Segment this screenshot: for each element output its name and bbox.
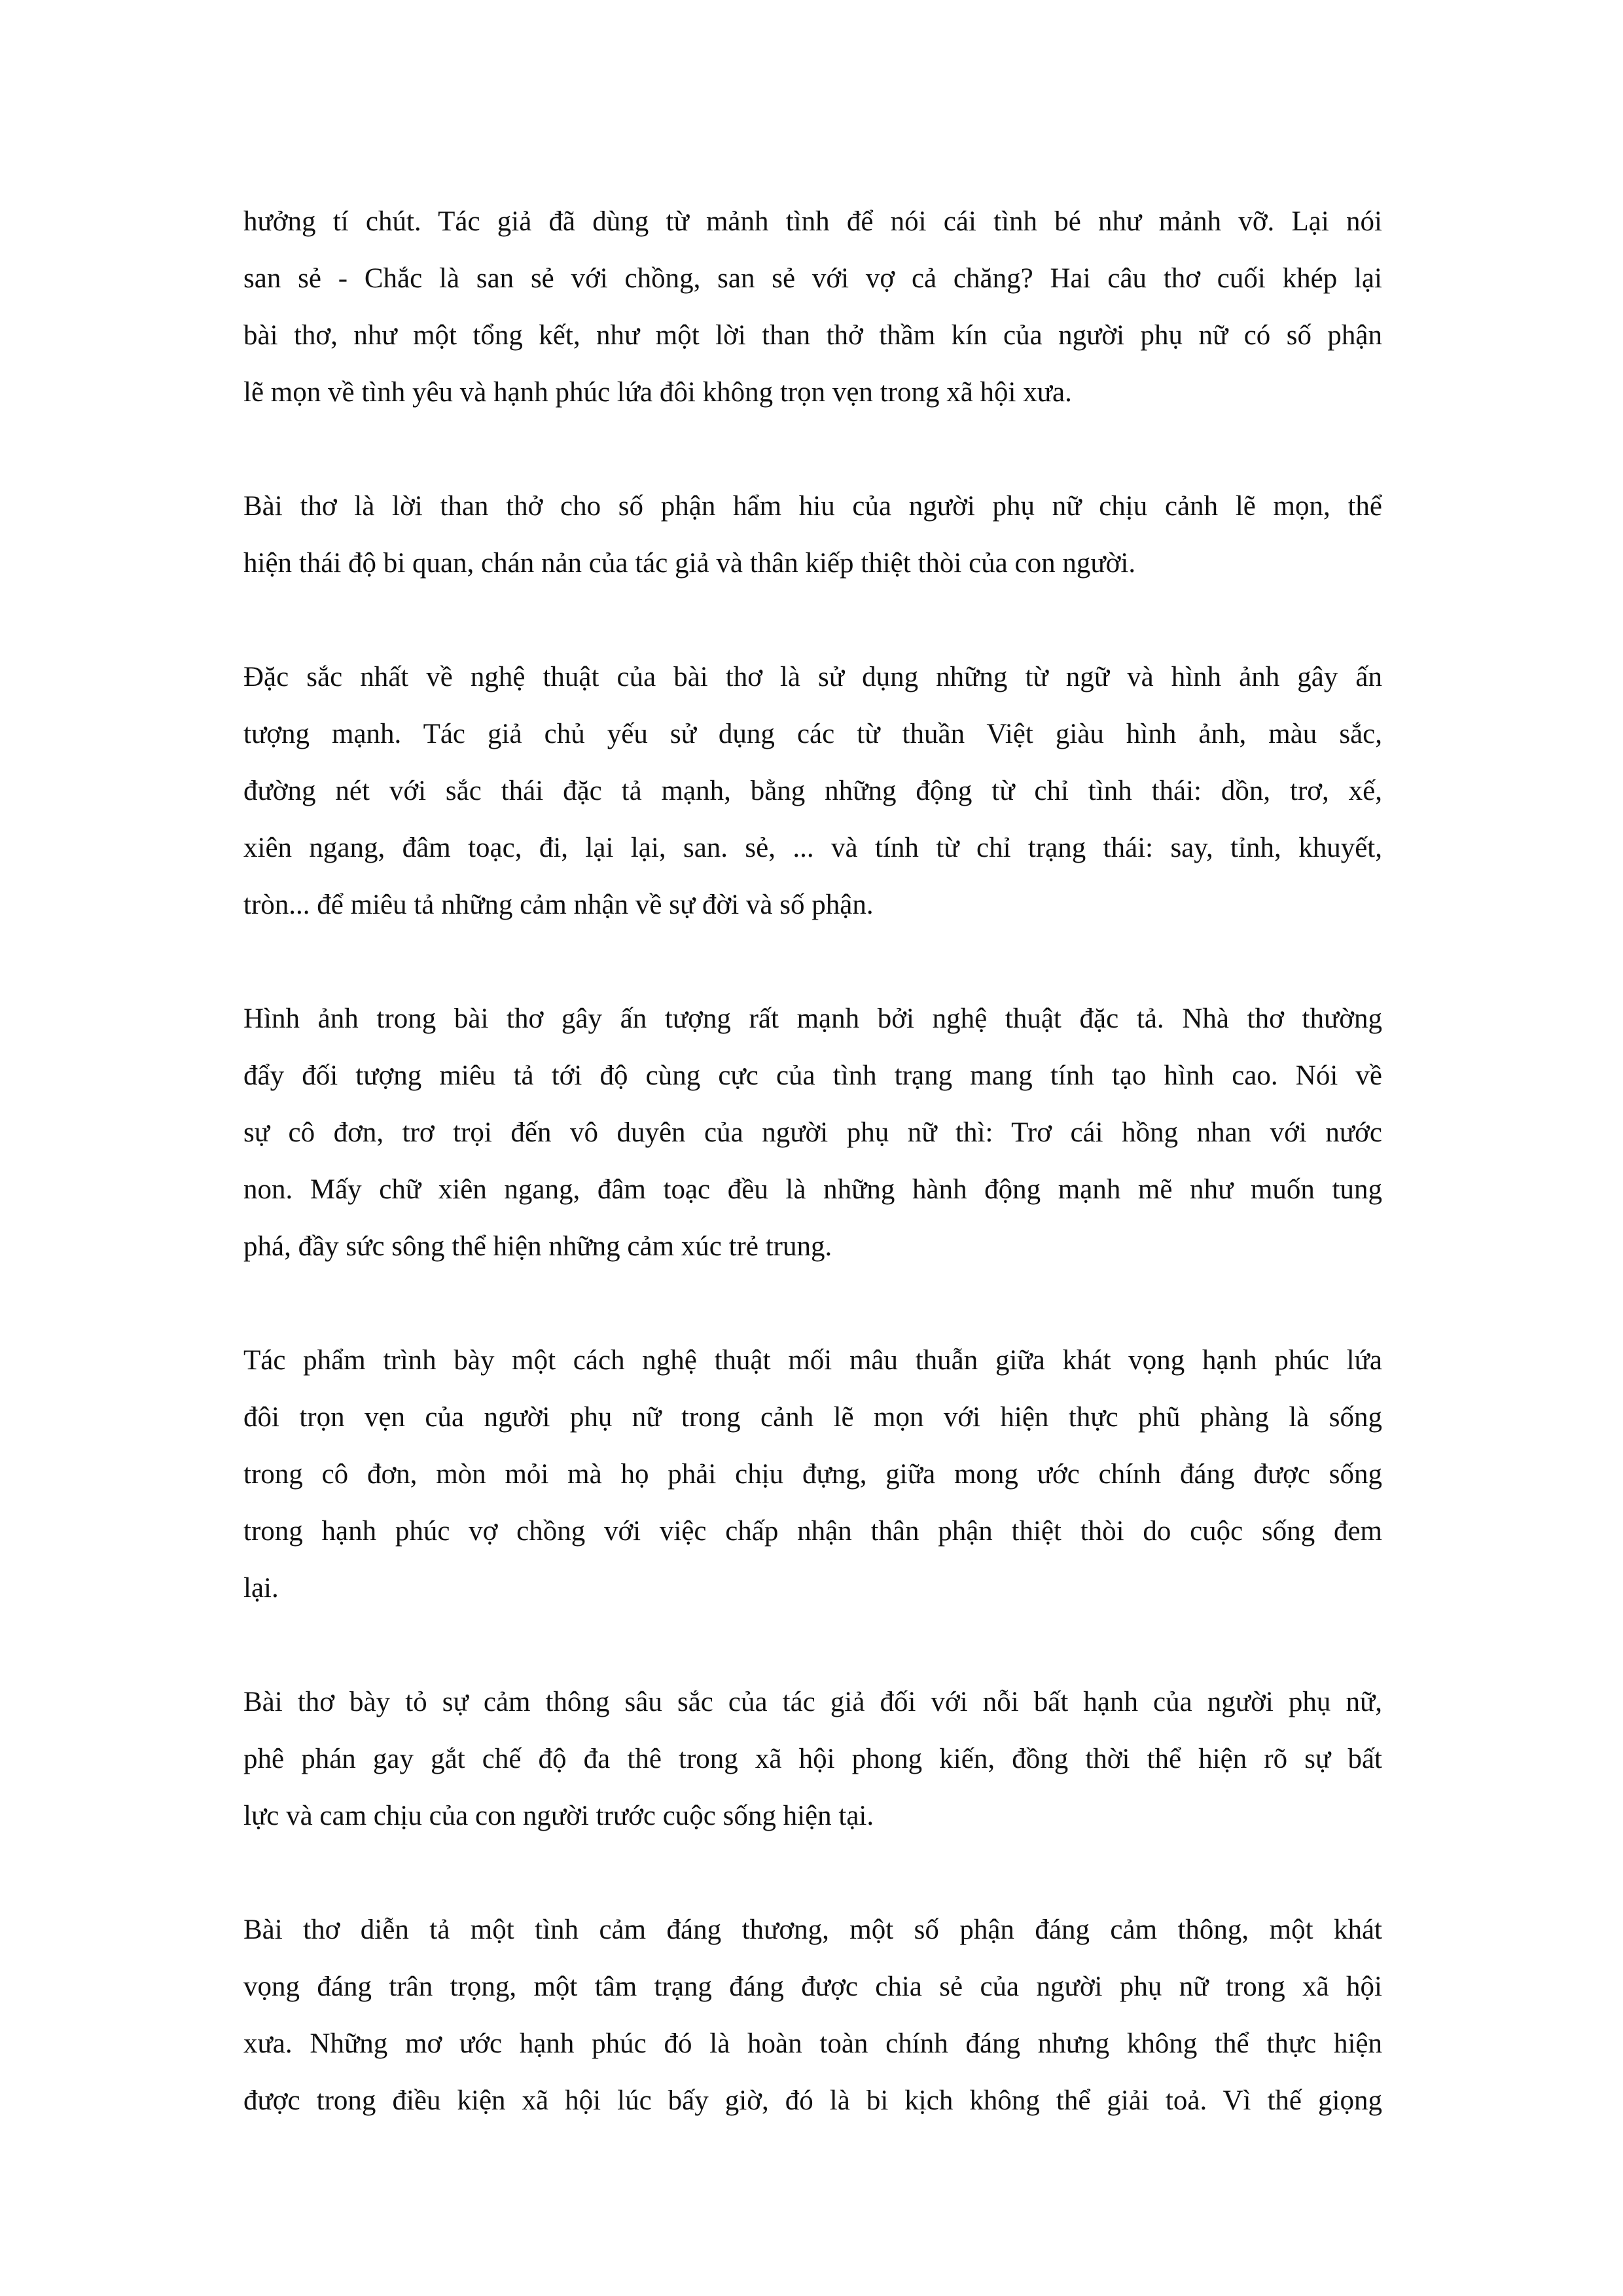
text-line: đẩy đối tượng miêu tả tới độ cùng cực của tình trạng mang tính tạo hình cao. Nói về [243,1060,1382,1091]
text-line: sự cô đơn, trơ trọi đến vô duyên của người phụ nữ thì: Trơ cái hồng nhan với nước [243,1117,1382,1148]
paragraph-3 [243,649,1382,933]
text-line: Bài thơ bày tỏ sự cảm thông sâu sắc của tác giả đối với nỗi bất hạnh của người phụ nữ, [243,1687,1382,1717]
text-line: Đặc sắc nhất về nghệ thuật của bài thơ là sử dụng những từ ngữ và hình ảnh gây ấn [243,662,1382,692]
text-line: phê phán gay gắt chế độ đa thê trong xã hội phong kiến, đồng thời thể hiện rõ sự bất [243,1744,1382,1774]
paragraph-1 [243,193,1382,421]
text-line: hưởng tí chút. Tác giả đã dùng từ mảnh tình để nói cái tình bé như mảnh vỡ. Lại nói [243,206,1382,237]
text-line: xiên ngang, đâm toạc, đi, lại lại, san. sẻ, ... và tính từ chỉ trạng thái: say, tỉnh, khuyết, [243,833,1382,863]
text-line: bài thơ, như một tổng kết, như một lời than thở thầm kín của người phụ nữ có số phận [243,320,1382,351]
text-line: Hình ảnh trong bài thơ gây ấn tượng rất mạnh bởi nghệ thuật đặc tả. Nhà thơ thường [243,1003,1382,1034]
text-line: trong hạnh phúc vợ chồng với việc chấp nhận thân phận thiệt thòi do cuộc sống đem [243,1516,1382,1547]
text-line: Bài thơ là lời than thở cho số phận hẩm hiu của người phụ nữ chịu cảnh lẽ mọn, thể [243,491,1382,522]
text-line: xưa. Những mơ ước hạnh phúc đó là hoàn toàn chính đáng nhưng không thể thực hiện [243,2028,1382,2059]
paragraph-2 [243,478,1382,592]
text-line: hiện thái độ bi quan, chán nản của tác giả và thân kiếp thiệt thòi của con người. [243,548,1136,579]
text-line: non. Mấy chữ xiên ngang, đâm toạc đều là những hành động mạnh mẽ như muốn tung [243,1174,1382,1205]
text-line: phá, đầy sức sông thể hiện những cảm xúc trẻ trung. [243,1231,832,1262]
paragraph-5 [243,1332,1382,1617]
text-line: vọng đáng trân trọng, một tâm trạng đáng được chia sẻ của người phụ nữ trong xã hội [243,1971,1382,2002]
paragraph-4 [243,990,1382,1275]
document-body [243,193,1382,2186]
text-line: san sẻ - Chắc là san sẻ với chồng, san sẻ với vợ cả chăng? Hai câu thơ cuối khép lại [243,263,1382,294]
text-line: Bài thơ diễn tả một tình cảm đáng thương, một số phận đáng cảm thông, một khát [243,1914,1382,1945]
text-line: đường nét với sắc thái đặc tả mạnh, bằng những động từ chỉ tình thái: dồn, trơ, xế, [243,776,1382,806]
paragraph-7 [243,1901,1382,2129]
text-line: lẽ mọn về tình yêu và hạnh phúc lứa đôi không trọn vẹn trong xã hội xưa. [243,377,1072,408]
text-line: Tác phẩm trình bày một cách nghệ thuật mối mâu thuẫn giữa khát vọng hạnh phúc lứa [243,1345,1382,1376]
paragraph-6 [243,1674,1382,1844]
text-line: được trong điều kiện xã hội lúc bấy giờ, đó là bi kịch không thể giải toả. Vì thế giọng [243,2085,1382,2116]
text-line: lực và cam chịu của con người trước cuộc sống hiện tại. [243,1801,874,1831]
text-line: trong cô đơn, mòn mỏi mà họ phải chịu đựng, giữa mong ước chính đáng được sống [243,1459,1382,1490]
text-line: đôi trọn vẹn của người phụ nữ trong cảnh lẽ mọn với hiện thực phũ phàng là sống [243,1402,1382,1433]
text-line: tròn... để miêu tả những cảm nhận về sự đời và số phận. [243,889,874,920]
text-line: lại. [243,1573,279,1604]
text-line: tượng mạnh. Tác giả chủ yếu sử dụng các từ thuần Việt giàu hình ảnh, màu sắc, [243,719,1382,749]
